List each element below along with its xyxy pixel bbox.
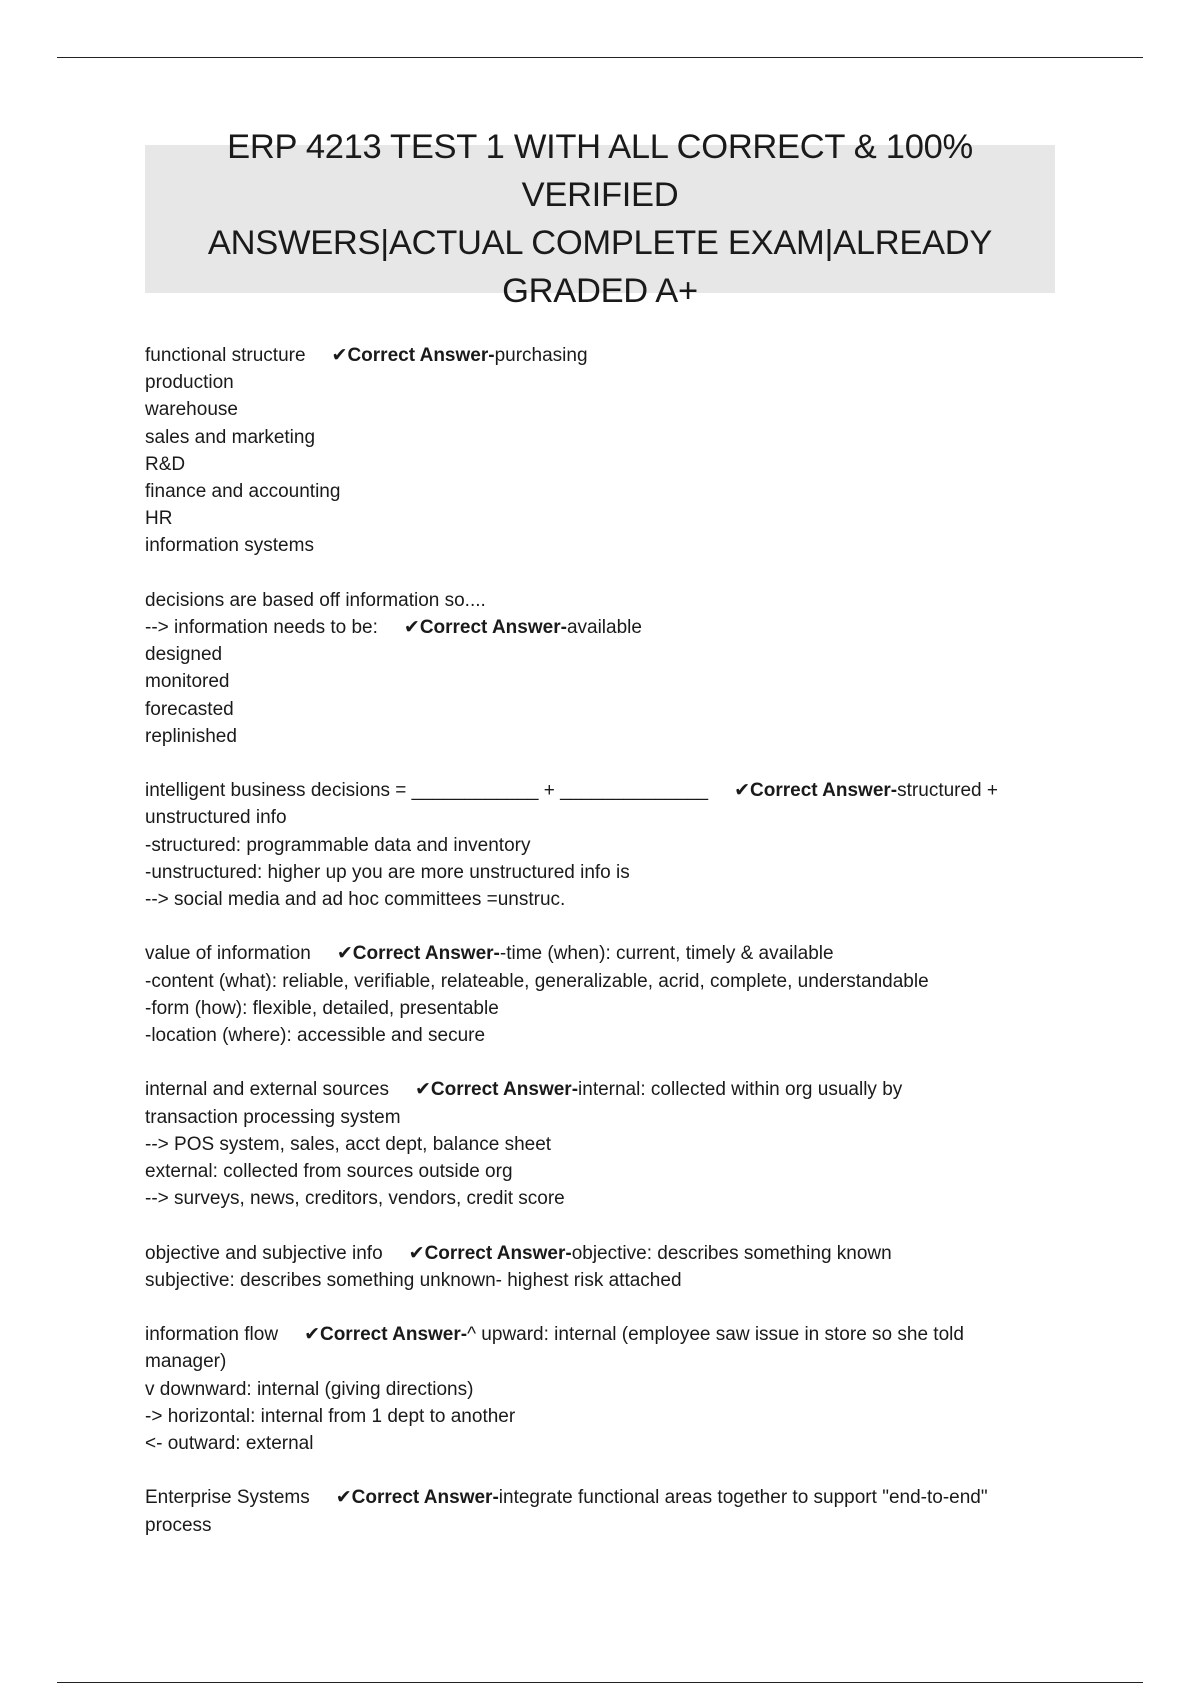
question-text: information flow [145,1324,279,1346]
qa-item [145,587,1065,750]
title-line: ANSWERS|ACTUAL COMPLETE EXAM|ALREADY [207,224,993,262]
qa-first-line [145,1240,1065,1267]
question-text: value of information [145,943,311,965]
answer-line: process [145,1514,212,1536]
answer-line: sales and marketing [145,426,316,448]
qa-first-line [145,1321,1065,1348]
qa-first-line [145,1076,1065,1103]
checkmark-icon: ✔ [331,345,348,366]
checkmark-icon: ✔ [403,617,420,639]
qa-item [145,1321,1065,1457]
question-lead: decisions are based off information so.... [145,589,486,611]
correct-answer-label: Correct Answer- [352,943,500,965]
correct-answer-label: Correct Answer- [750,780,898,802]
qa-item [145,342,1065,560]
answer-line: information systems [145,535,314,557]
qa-first-line [145,940,1065,967]
answer-line: warehouse [145,399,238,421]
question-text: internal and external sources [145,1079,389,1101]
answer-text: integrate functional areas together to support "end-to-end" [498,1487,988,1509]
title-line: GRADED A+ [502,272,698,310]
qa-item [145,1484,1065,1538]
document-title [145,123,1055,315]
answer-line: R&D [145,453,186,475]
answer-line: -content (what): reliable, verifiable, relateable, generalizable, acrid, complete, understandable [145,970,929,992]
answer-text: purchasing [494,345,588,366]
answer-line: forecasted [145,698,234,720]
answer-text: ^ upward: internal (employee saw issue in store so she told [467,1324,964,1346]
answer-line: production [145,372,234,394]
qa-item [145,940,1065,1049]
correct-answer-label: Correct Answer- [351,1487,499,1509]
qa-item [145,1240,1065,1294]
answer-line: -> horizontal: internal from 1 dept to another [145,1405,516,1427]
answer-line: subjective: describes something unknown- highest risk attached [145,1269,682,1291]
checkmark-icon: ✔ [335,1487,352,1509]
answer-line: transaction processing system [145,1106,401,1128]
qa-first-line [145,777,1065,804]
answer-text: objective: describes something known [571,1242,892,1264]
qa-item [145,1076,1065,1212]
answer-line: external: collected from sources outside org [145,1161,513,1183]
footer-rule [57,1682,1143,1683]
answer-text: -time (when): current, timely & available [499,943,834,965]
qa-first-line [145,614,1065,641]
header-rule [57,57,1143,58]
question-text: intelligent business decisions = ____________ + ______________ [145,780,709,802]
answer-text: internal: collected within org usually by [578,1079,903,1101]
question-answer-list [145,342,1065,1566]
qa-first-line [145,1484,1065,1511]
checkmark-icon: ✔ [336,943,353,965]
question-text: Enterprise Systems [145,1487,310,1509]
answer-line: -structured: programmable data and inventory [145,834,531,856]
answer-line: HR [145,508,173,530]
answer-line: <- outward: external [145,1433,314,1455]
answer-line: v downward: internal (giving directions) [145,1378,474,1400]
answer-line: monitored [145,671,230,693]
checkmark-icon: ✔ [408,1242,425,1264]
answer-line: -form (how): flexible, detailed, presentable [145,997,499,1019]
answer-line: --> POS system, sales, acct dept, balance sheet [145,1133,552,1155]
qa-first-line [145,342,1065,369]
answer-text: available [566,617,642,639]
checkmark-icon: ✔ [734,780,751,802]
correct-answer-label: Correct Answer- [347,345,495,366]
answer-line: unstructured info [145,807,287,829]
answer-line: finance and accounting [145,481,341,503]
correct-answer-label: Correct Answer- [424,1242,572,1264]
correct-answer-label: Correct Answer- [430,1079,579,1101]
answer-line: --> social media and ad hoc committees =unstruc. [145,889,566,911]
answer-line: manager) [145,1351,227,1373]
answer-line: replinished [145,725,237,747]
answer-line: -unstructured: higher up you are more unstructured info is [145,861,630,883]
answer-line: -location (where): accessible and secure [145,1025,486,1047]
answer-line: designed [145,644,223,666]
question-text: objective and subjective info [145,1242,383,1264]
title-banner [145,128,1055,310]
question-text: functional structure [145,345,306,366]
correct-answer-label: Correct Answer- [419,617,567,639]
title-line: ERP 4213 TEST 1 WITH ALL CORRECT & 100% VERIFIED [227,128,983,214]
question-text: --> information needs to be: [145,617,378,639]
answer-line: --> surveys, news, creditors, vendors, credit score [145,1188,565,1210]
checkmark-icon: ✔ [304,1324,320,1346]
qa-item [145,777,1065,913]
answer-text: structured + [897,780,998,802]
correct-answer-label: Correct Answer- [319,1324,468,1346]
checkmark-icon: ✔ [414,1079,431,1101]
